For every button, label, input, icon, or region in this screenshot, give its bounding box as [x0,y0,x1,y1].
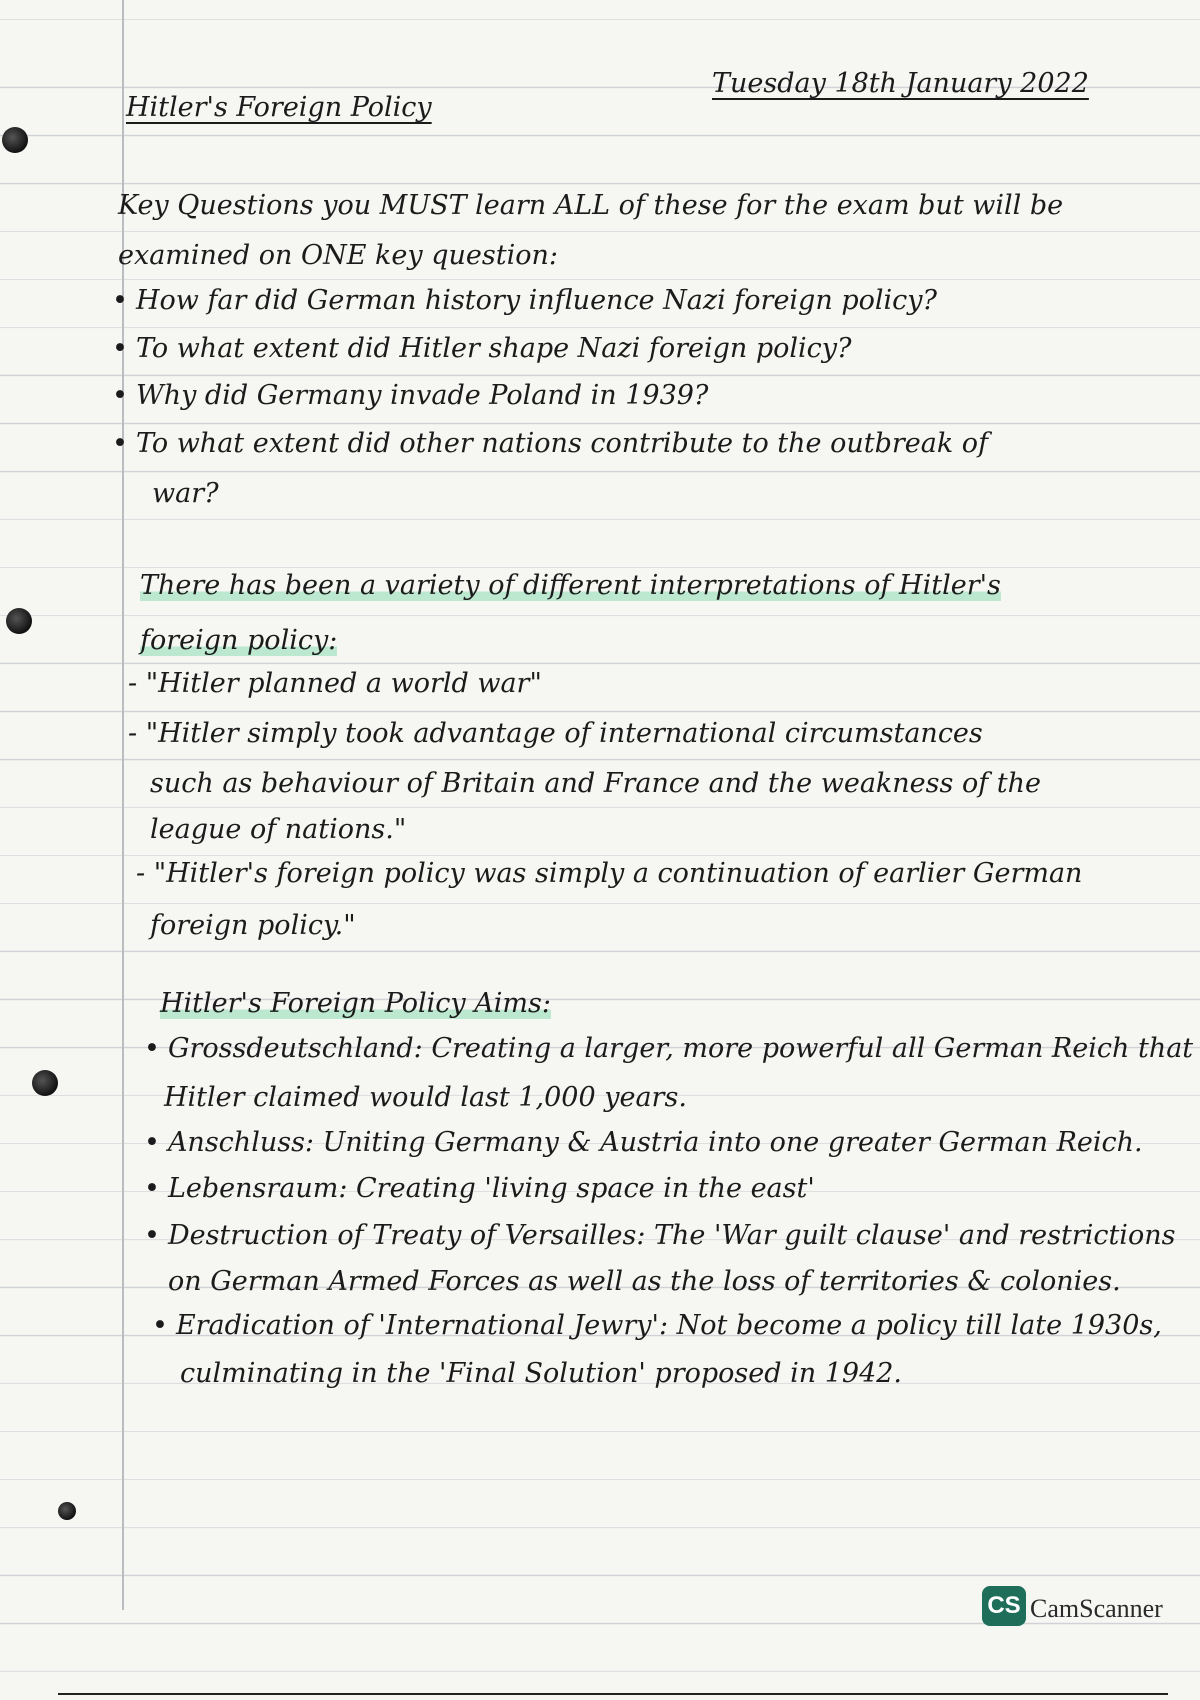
list-item: • To what extent did Hitler shape Nazi foreign policy? [112,333,852,364]
interpretation-line: - "Hitler planned a world war" [128,668,542,699]
interpretations-intro: There has been a variety of different interpretations of Hitler's [140,570,1001,601]
bullet-icon: • [144,1173,160,1204]
punch-hole-icon [58,1502,76,1520]
list-item: • How far did German history influence Nazi foreign policy? [112,285,937,316]
aim-line: • Destruction of Treaty of Versailles: The 'War guilt clause' and restrictions [144,1220,1176,1251]
bottom-rule [58,1693,1168,1695]
interpretation-line: league of nations." [150,814,407,845]
interpretations-intro: foreign policy: [140,625,338,656]
list-item-continuation: war? [152,478,219,509]
aim-line: on German Armed Forces as well as the loss of territories & colonies. [168,1266,1121,1297]
aim-line: • Eradication of 'International Jewry': Not become a policy till late 1930s, [152,1310,1162,1341]
list-item: • To what extent did other nations contribute to the outbreak of [112,428,989,459]
key-questions-intro: Key Questions you MUST learn ALL of these for the exam but will be [118,190,1064,221]
aims-heading: Hitler's Foreign Policy Aims: [160,988,551,1019]
bullet-icon: • [112,380,128,411]
aim-line: • Lebensraum: Creating 'living space in the east' [144,1173,815,1204]
bullet-icon: • [112,428,128,459]
bullet-icon: • [112,333,128,364]
key-questions-intro: examined on ONE key question: [118,240,558,271]
bullet-icon: • [152,1310,168,1341]
date-heading: Tuesday 18th January 2022 [712,68,1089,99]
bullet-icon: • [144,1220,160,1251]
camscanner-logo-icon: CS [982,1586,1026,1626]
punch-hole-icon [6,608,32,634]
interpretation-line: such as behaviour of Britain and France and the weakness of the [150,768,1041,799]
bullet-icon: • [112,285,128,316]
interpretation-line: - "Hitler simply took advantage of international circumstances [128,718,983,749]
aim-line: • Grossdeutschland: Creating a larger, more powerful all German Reich that [144,1033,1194,1064]
aim-line: • Anschluss: Uniting Germany & Austria into one greater German Reich. [144,1127,1143,1158]
aim-line: Hitler claimed would last 1,000 years. [164,1082,687,1113]
bullet-icon: • [144,1033,160,1064]
camscanner-watermark: CamScanner [1030,1594,1163,1623]
interpretation-line: - "Hitler's foreign policy was simply a continuation of earlier German [136,858,1083,889]
list-item: • Why did Germany invade Poland in 1939? [112,380,709,411]
punch-hole-icon [32,1070,58,1096]
aim-line: culminating in the 'Final Solution' proposed in 1942. [180,1358,903,1389]
punch-hole-icon [2,127,28,153]
interpretation-line: foreign policy." [150,910,356,941]
page-title: Hitler's Foreign Policy [126,92,432,123]
bullet-icon: • [144,1127,160,1158]
